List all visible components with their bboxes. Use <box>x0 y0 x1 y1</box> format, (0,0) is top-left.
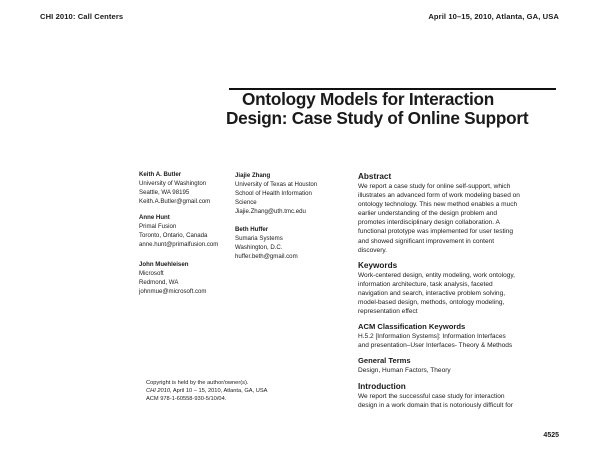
text-line: and showed significant improvement in content <box>358 237 495 245</box>
author-affiliation: University of Texas at Houston <box>235 180 318 188</box>
text-line: model-based design, methods, ontology modeling, <box>358 299 505 307</box>
author-address: Seattle, WA 98195 <box>139 188 190 196</box>
author-email: huffer.beth@gmail.com <box>235 252 298 260</box>
author-department: Science <box>235 198 257 206</box>
keywords-section <box>358 261 558 316</box>
section-heading: Abstract <box>358 172 392 181</box>
section-body <box>358 392 558 410</box>
text-line: and presentation–User Interfaces- Theory & Methods <box>358 342 513 350</box>
acm-isbn-line: ACM 978-1-60558-930-5/10/04. <box>146 395 227 402</box>
text-line: earlier understanding of the design problem and <box>358 210 498 218</box>
copyright-notice <box>146 380 267 403</box>
text-line: discovery. <box>358 246 387 254</box>
section-body <box>358 182 558 255</box>
conference-name: CHI 2010, <box>146 387 172 394</box>
author-address: Toronto, Ontario, Canada <box>139 231 208 239</box>
section-heading: ACM Classification Keywords <box>358 322 466 332</box>
right-column <box>358 172 558 416</box>
acm-classification-section <box>358 322 558 350</box>
section-heading: General Terms <box>358 356 411 366</box>
text-line: H.5.2 [Information Systems]: Information Interfaces <box>358 333 506 341</box>
text-line: functional prototype was implemented for user testing <box>358 228 514 236</box>
paper-title-line-2: Design: Case Study of Online Support <box>226 108 529 128</box>
author-email: anne.hunt@primalfusion.com <box>139 240 219 248</box>
conference-details: April 10 – 15, 2010, Atlanta, GA, USA <box>171 387 268 394</box>
author-block <box>139 214 218 250</box>
text-line: promotes interdisciplinary design collaboration. A <box>358 219 500 227</box>
paper-title-line-1: Ontology Models for Interaction <box>242 89 494 109</box>
author-address: Washington, D.C. <box>235 243 283 251</box>
author-affiliation: Sumaria Systems <box>235 234 283 242</box>
author-name: Jiajie Zhang <box>235 172 271 179</box>
author-email: Keith.A.Butler@gmail.com <box>139 197 211 205</box>
text-line: We report a case study for online self-support, which <box>358 183 511 190</box>
abstract-section <box>358 172 558 255</box>
text-line: Design, Human Factors, Theory <box>358 367 451 375</box>
author-block <box>235 172 317 217</box>
author-block <box>139 261 206 297</box>
text-line: representation effect <box>358 308 418 316</box>
section-body <box>358 366 558 375</box>
author-affiliation: University of Washington <box>139 179 207 187</box>
author-name: Beth Huffer <box>235 226 269 233</box>
running-header-right: April 10–15, 2010, Atlanta, GA, USA <box>428 12 559 21</box>
text-line: design in a work domain that is notoriously difficult for <box>358 401 513 409</box>
copyright-line: Copyright is held by the author/owner(s). <box>146 380 249 386</box>
author-block <box>139 171 210 207</box>
author-department: School of Health Information <box>235 189 312 197</box>
page-number: 4525 <box>543 432 559 439</box>
section-body <box>358 332 558 350</box>
text-line: information architecture, task analysis, faceted <box>358 280 493 288</box>
running-header-left: CHI 2010: Call Centers <box>40 12 124 21</box>
text-line: navigation and search, interactive problem solving, <box>358 289 506 297</box>
conference-line <box>146 388 267 396</box>
author-name: Keith A. Butler <box>139 171 182 178</box>
text-line: illustrates an advanced form of work modeling based on <box>358 192 520 200</box>
author-block <box>235 226 298 262</box>
section-heading: Keywords <box>358 260 398 270</box>
author-address: Redmond, WA <box>139 278 179 286</box>
text-line: We report the successful case study for interaction <box>358 392 505 400</box>
text-line: ontology technology. This new method enables a much <box>358 201 518 209</box>
text-line: Work-centered design, entity modeling, work ontology, <box>358 271 515 279</box>
paper-title <box>226 90 566 128</box>
section-body <box>358 271 558 316</box>
section-heading: Introduction <box>358 381 406 391</box>
author-affiliation: Primal Fusion <box>139 222 177 230</box>
author-email: johnmue@microsoft.com <box>139 287 207 295</box>
author-affiliation: Microsoft <box>139 269 164 277</box>
general-terms-section <box>358 356 558 375</box>
introduction-section <box>358 382 558 410</box>
author-name: John Muehleisen <box>139 261 189 268</box>
author-name: Anne Hunt <box>139 214 170 221</box>
author-email: Jiajie.Zhang@uth.tmc.edu <box>235 207 306 215</box>
